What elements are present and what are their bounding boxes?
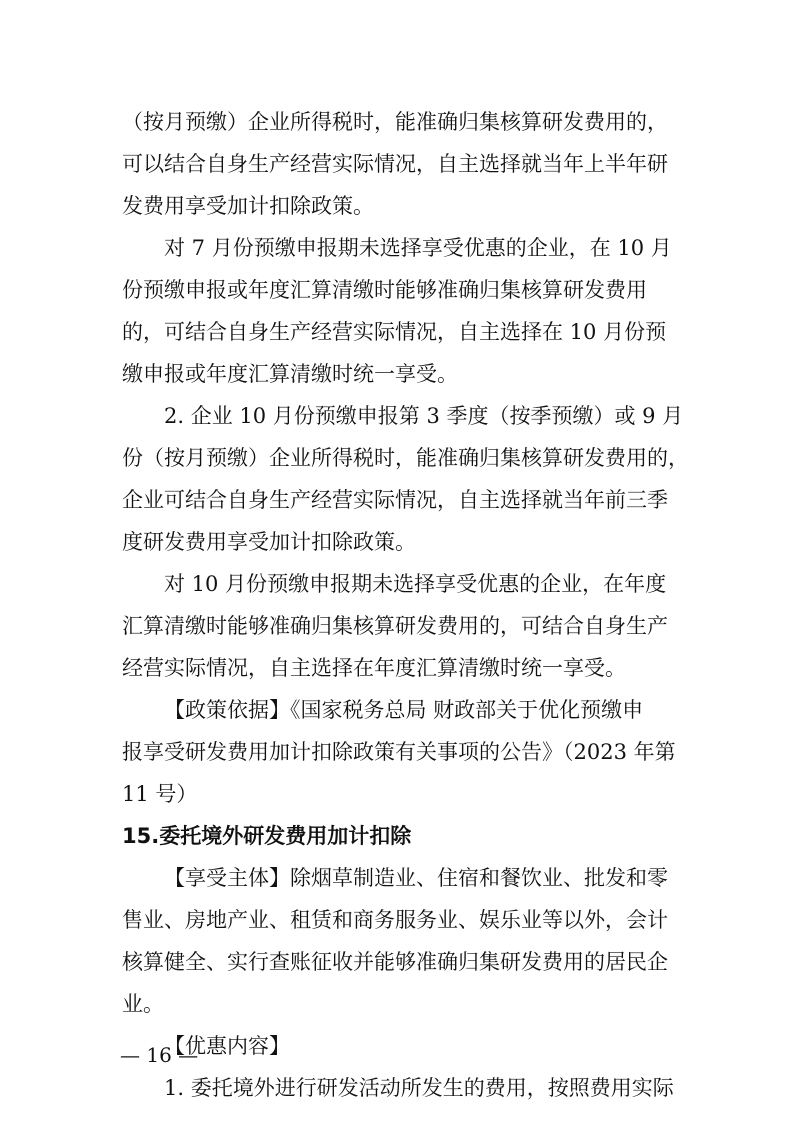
text-line: 汇算清缴时能够准确归集核算研发费用的，可结合自身生产: [122, 614, 668, 638]
text-line: 企业可结合自身生产经营实际情况，自主选择就当年前三季: [122, 488, 668, 512]
text-line: （按月预缴）企业所得税时，能准确归集核算研发费用的，: [122, 110, 668, 134]
text-line: 业。: [122, 992, 164, 1016]
text-line: 份（按月预缴）企业所得税时，能准确归集核算研发费用的，: [122, 446, 689, 470]
paragraph-start: 对 7 月份预缴申报期未选择享受优惠的企业，在 10 月: [164, 236, 672, 260]
text-line: 售业、房地产业、租赁和商务服务业、娱乐业等以外，会计: [122, 908, 668, 932]
text-line: 份预缴申报或年度汇算清缴时能够准确归集核算研发费用: [122, 278, 647, 302]
page-number: — 16 —: [120, 1043, 199, 1067]
text-line: 报享受研发费用加计扣除政策有关事项的公告》（2023 年第: [122, 740, 676, 764]
paragraph-start: 1. 委托境外进行研发活动所发生的费用，按照费用实际: [164, 1076, 674, 1100]
section-heading: 15.委托境外研发费用加计扣除: [122, 824, 412, 848]
text-line: 11 号）: [122, 782, 198, 806]
text-line: 核算健全、实行查账征收并能够准确归集研发费用的居民企: [122, 950, 668, 974]
text-line: 度研发费用享受加计扣除政策。: [122, 530, 416, 554]
text-line: 发费用享受加计扣除政策。: [122, 194, 374, 218]
beneficiary-heading: 【享受主体】除烟草制造业、住宿和餐饮业、批发和零: [164, 866, 668, 890]
paragraph-start: 对 10 月份预缴申报期未选择享受优惠的企业，在年度: [164, 572, 667, 596]
text-line: 经营实际情况，自主选择在年度汇算清缴时统一享受。: [122, 656, 626, 680]
text-line: 的，可结合自身生产经营实际情况，自主选择在 10 月份预: [122, 320, 667, 344]
text-line: 缴申报或年度汇算清缴时统一享受。: [122, 362, 458, 386]
text-line: 可以结合自身生产经营实际情况，自主选择就当年上半年研: [122, 152, 668, 176]
preference-heading: 【优惠内容】: [164, 1034, 290, 1058]
paragraph-start: 2. 企业 10 月份预缴申报第 3 季度（按季预缴）或 9 月: [164, 404, 684, 428]
policy-basis: 【政策依据】《国家税务总局 财政部关于优化预缴申: [164, 698, 644, 722]
